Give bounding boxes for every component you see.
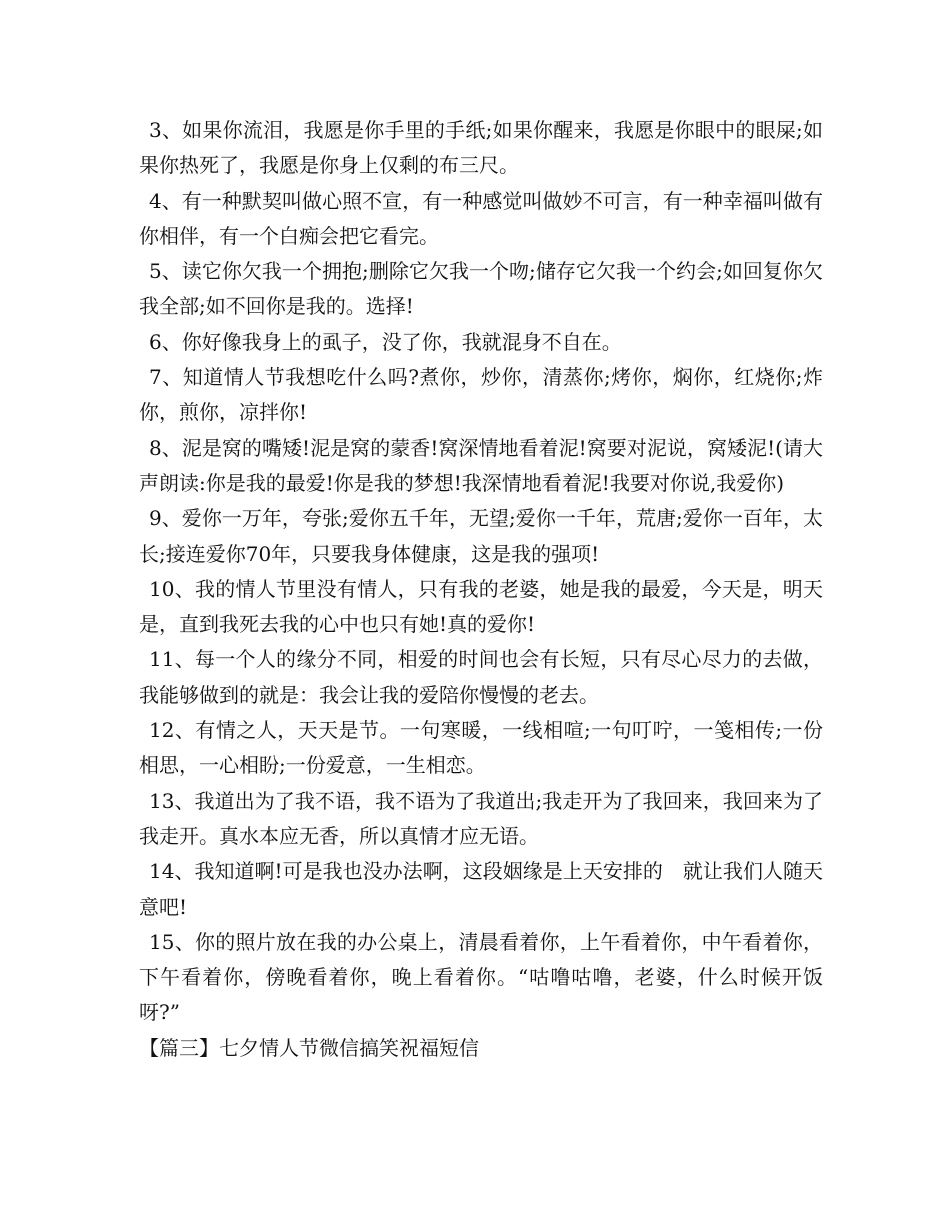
document-body xyxy=(139,113,823,1066)
paragraph-8: 8、泥是窝的嘴矮!泥是窝的蒙香!窝深情地看着泥!窝要对泥说，窝矮泥!(请大声朗读:你是我的最爱!你是我的梦想!我深情地看着泥!我要对你说,我爱你) xyxy=(139,435,823,495)
section-heading: 【篇三】七夕情人节微信搞笑祝福短信 xyxy=(139,1035,479,1060)
paragraph-13: 13、我道出为了我不语，我不语为了我道出;我走开为了我回来，我回来为了我走开。真水本应无香，所以真情才应无语。 xyxy=(139,788,823,848)
paragraph-6: 6、你好像我身上的虱子，没了你，我就混身不自在。 xyxy=(149,329,622,354)
paragraph-14: 14、我知道啊!可是我也没办法啊，这段姻缘是上天安排的 就让我们人随天意吧! xyxy=(139,859,823,919)
paragraph-4: 4、有一种默契叫做心照不宣，有一种感觉叫做妙不可言，有一种幸福叫做有你相伴，有一个白痴会把它看完。 xyxy=(139,188,823,248)
paragraph-12: 12、有情之人，天天是节。一句寒暖，一线相喧;一句叮咛，一笺相传;一份相思，一心相盼;一份爱意，一生相恋。 xyxy=(139,718,823,778)
paragraph-7: 7、知道情人节我想吃什么吗?煮你，炒你，清蒸你;烤你，焖你，红烧你;炸你，煎你，凉拌你! xyxy=(139,365,823,425)
paragraph-15: 15、你的照片放在我的办公桌上，清晨看着你，上午看着你，中午看着你，下午看着你，傍晚看着你，晚上看着你。“咕噜咕噜，老婆，什么时候开饭呀?” xyxy=(139,929,823,1025)
paragraph-5: 5、读它你欠我一个拥抱;删除它欠我一个吻;储存它欠我一个约会;如回复你欠我全部;如不回你是我的。选择! xyxy=(139,259,823,319)
paragraph-9: 9、爱你一万年，夸张;爱你五千年，无望;爱你一千年，荒唐;爱你一百年，太长;接连爱你70年，只要我身体健康，这是我的强项! xyxy=(139,506,823,566)
paragraph-3: 3、如果你流泪，我愿是你手里的手纸;如果你醒来，我愿是你眼中的眼屎;如果你热死了，我愿是你身上仅剩的布三尺。 xyxy=(139,118,823,178)
paragraph-10: 10、我的情人节里没有情人，只有我的老婆，她是我的最爱，今天是，明天是，直到我死去我的心中也只有她!真的爱你! xyxy=(139,576,823,637)
paragraph-11: 11、每一个人的缘分不同，相爱的时间也会有长短，只有尽心尽力的去做，我能够做到的就是：我会让我的爱陪你慢慢的老去。 xyxy=(139,647,823,707)
